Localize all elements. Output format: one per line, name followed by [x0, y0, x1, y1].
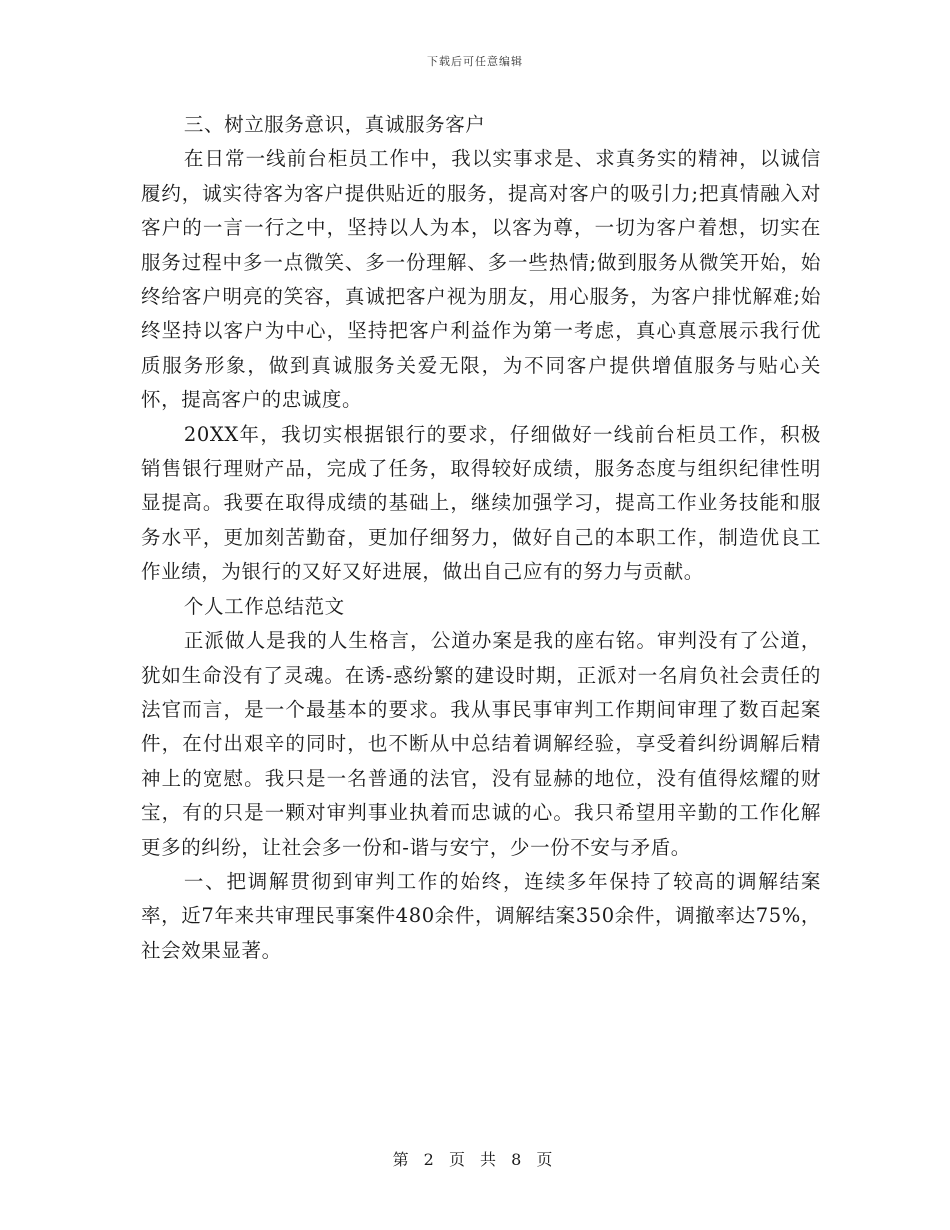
section-heading-service: 三、树立服务意识，真诚服务客户: [183, 113, 486, 136]
paragraph-mediation: 一、把调解贯彻到审判工作的始终，连续多年保持了较高的调解结案率，近7年来共审理民事案件480余件，调解结案350余件，调撤率达75%，社会效果显著。: [141, 869, 821, 962]
paragraph-service-detail: 在日常一线前台柜员工作中，我以实事求是、求真务实的精神，以诚信履约，诚实待客为客户提供贴近的服务，提高对客户的吸引力;把真情融入对客户的一言一行之中，坚持以人为本，以客为尊，一切为客户着想，切实在服务过程中多一点微笑、多一份理解、多一些热情;做到服务从微笑开始，始终给客户明亮的笑容，真诚把客户视为朋友，用心服务，为客户排忧解难;始终坚持以客户为中心，坚持把客户利益作为第一考虑，真心真意展示我行优质服务形象，做到真诚服务关爱无限，为不同客户提供增值服务与贴心关怀，提高客户的忠诚度。: [141, 147, 821, 412]
page-number: 第 2 页 共 8 页: [392, 1150, 558, 1169]
paragraph-judge-motto: 正派做人是我的人生格言，公道办案是我的座右铭。审判没有了公道，犹如生命没有了灵魂。在诱-惑纷繁的建设时期，正派对一名肩负社会责任的法官而言，是一个最基本的要求。我从事民事审判工作期间审理了数百起案件，在付出艰辛的同时，也不断从中总结着调解经验，享受着纠纷调解后精神上的宽慰。我只是一名普通的法官，没有显赫的地位，没有值得炫耀的财宝，有的只是一颗对审判事业执着而忠诚的心。我只希望用辛勤的工作化解更多的纠纷，让社会多一份和-谐与安宁，少一份不安与矛盾。: [141, 629, 821, 859]
document-body: [141, 108, 821, 968]
paragraph-year-summary: 20XX年，我切实根据银行的要求，仔细做好一线前台柜员工作，积极销售银行理财产品，完成了任务，取得较好成绩，服务态度与组织纪律性明显提高。我要在取得成绩的基础上，继续加强学习，提高工作业务技能和服务水平，更加刻苦勤奋，更加仔细努力，做好自己的本职工作，制造优良工作业绩，为银行的又好又好进展，做出自己应有的努力与贡献。: [141, 422, 821, 584]
page-header-note: 下载后可任意编辑: [427, 55, 523, 68]
section-heading-personal-summary: 个人工作总结范文: [183, 594, 345, 618]
